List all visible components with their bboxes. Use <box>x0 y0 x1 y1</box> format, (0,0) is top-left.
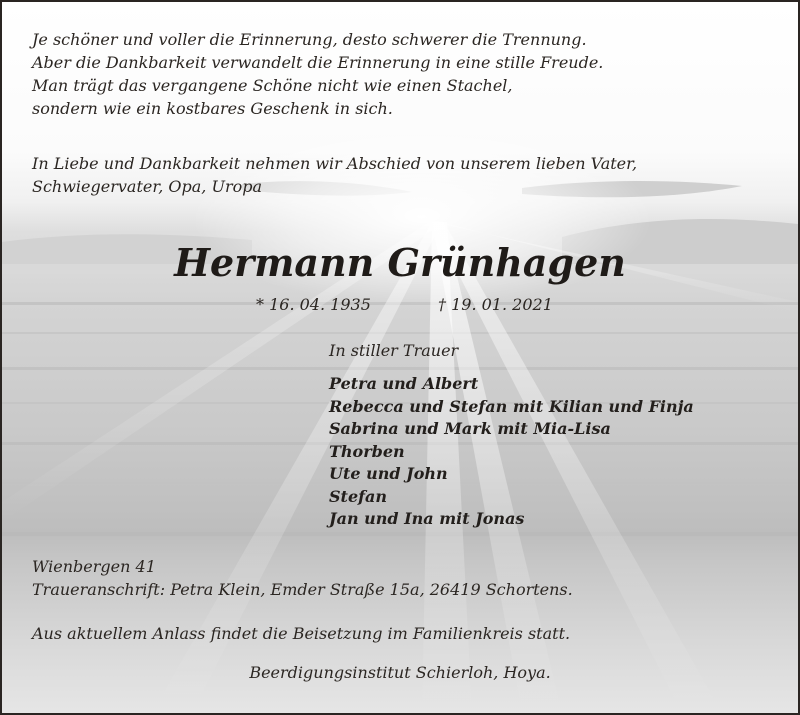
funeral-institute: Beerdigungsinstitut Schierloh, Hoya. <box>249 663 551 682</box>
family-member: Sabrina und Mark mit Mia-Lisa <box>329 419 611 438</box>
family-member: Thorben <box>329 441 405 461</box>
family-member: Stefan <box>329 486 388 506</box>
family-member: Rebecca und Stefan mit Kilian und Finja <box>329 396 694 416</box>
mourning-address: Traueranschrift: Petra Klein, Emder Straße 15a, 26419 Schortens. <box>32 580 573 599</box>
quote-line: Aber die Dankbarkeit verwandelt die Erinnerung in eine stille Freude. <box>32 53 604 72</box>
quote-line: Man trägt das vergangene Schöne nicht wie einen Stachel, <box>32 76 513 95</box>
family-member: Ute und John <box>329 464 448 483</box>
farewell-intro <box>32 152 637 198</box>
family-member: Jan und Ina mit Jonas <box>329 509 525 528</box>
deceased-name: Hermann Grünhagen <box>174 240 626 285</box>
family-member: Petra und Albert <box>329 374 479 393</box>
death-date: † 19. 01. 2021 <box>438 295 553 314</box>
quote-line: sondern wie ein kostbares Geschenk in sich. <box>32 99 393 118</box>
address-line: Wienbergen 41 <box>32 557 156 576</box>
intro-line: In Liebe und Dankbarkeit nehmen wir Abschied von unserem lieben Vater, <box>32 154 638 173</box>
birth-date: * 16. 04. 1935 <box>256 295 371 314</box>
quote-line: Je schöner und voller die Erinnerung, desto schwerer die Trennung. <box>32 30 587 49</box>
intro-line: Schwiegervater, Opa, Uropa <box>32 177 263 196</box>
family-list <box>329 373 694 531</box>
memorial-quote <box>32 28 603 120</box>
mourning-heading: In stiller Trauer <box>329 341 459 360</box>
address-block <box>32 555 573 601</box>
burial-note: Aus aktuellem Anlass findet die Beisetzung im Familienkreis statt. <box>32 624 571 643</box>
